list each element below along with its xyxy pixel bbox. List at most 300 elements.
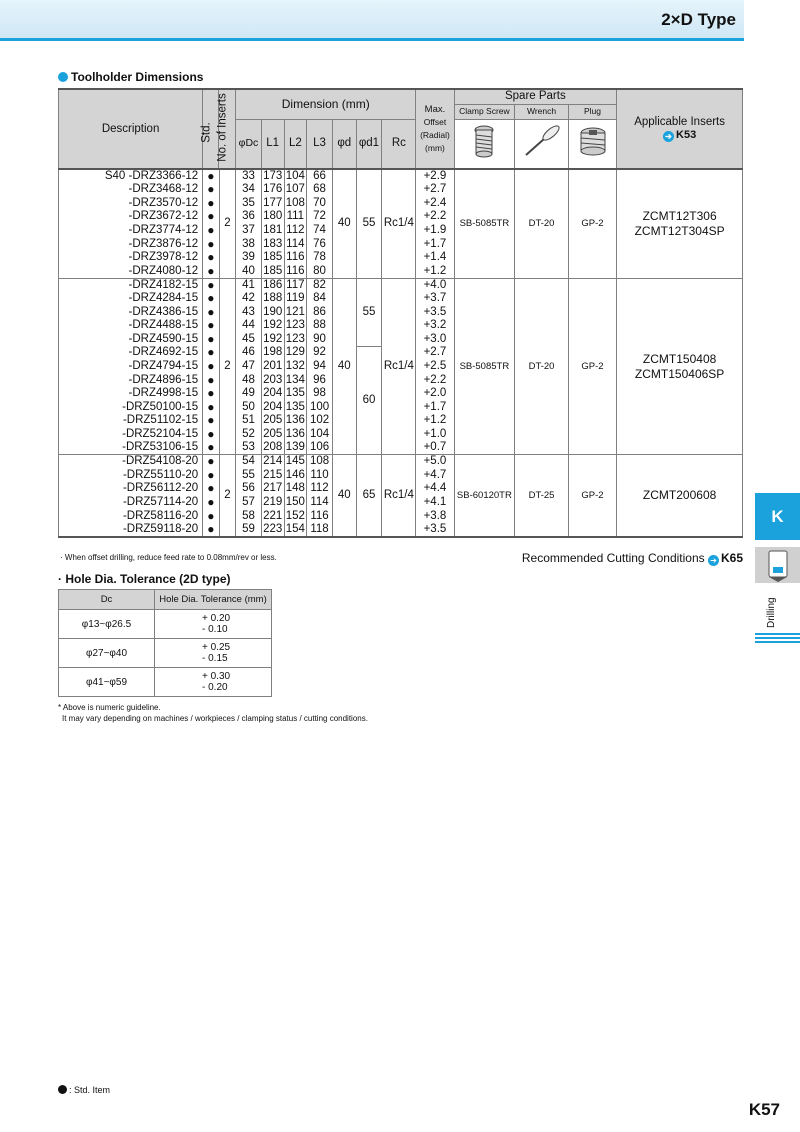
cell-dc: 53: [236, 441, 262, 455]
tolerance-note-2: It may vary depending on machines / workpieces / clamping status / cutting conditions.: [62, 714, 368, 723]
max-offset-line2: Offset: [423, 117, 447, 127]
tol-header-tolerance: Hole Dia. Tolerance (mm): [155, 590, 272, 610]
header-std-inserts: [200, 89, 236, 169]
tol-range: φ13~φ26.5: [59, 610, 155, 639]
cell-description: -DRZ3876-12: [59, 237, 203, 251]
clamp-screw-image: [454, 119, 515, 169]
cell-rc: Rc1/4: [382, 278, 416, 455]
tol-plus: + 0.30: [202, 671, 231, 682]
legend-text: : Std. Item: [69, 1085, 111, 1095]
cell-description: -DRZ3468-12: [59, 183, 203, 197]
cell-l2: 116: [284, 265, 307, 279]
cell-dc: 55: [236, 468, 262, 482]
cell-offset: +3.8: [416, 509, 454, 523]
header-d: φd: [332, 119, 356, 169]
cell-dc: 47: [236, 360, 262, 374]
cell-dc: 44: [236, 319, 262, 333]
cell-l3: 66: [307, 169, 333, 183]
cell-l3: 68: [307, 183, 333, 197]
header-plug: Plug: [568, 104, 616, 119]
cell-l1: 204: [263, 387, 283, 400]
cell-applicable-inserts: [617, 278, 743, 455]
arrow-right-icon: ➔: [663, 131, 674, 142]
cell-offset: +1.0: [416, 428, 454, 442]
cell-l1: 215: [263, 468, 283, 481]
legend: [58, 1085, 110, 1095]
tolerance-note: * Above is numeric guideline.: [58, 703, 161, 712]
cell-l1: 205: [263, 414, 283, 427]
cell-std: ●: [203, 319, 219, 333]
cell-dc: 33: [236, 169, 262, 183]
cell-dc: 36: [236, 210, 262, 224]
cell-description: -DRZ56112-20: [59, 482, 203, 496]
header-l1: L1: [261, 119, 284, 169]
cell-offset: +1.2: [416, 414, 454, 428]
cell-description: -DRZ4896-15: [59, 373, 203, 387]
cell-l2: 116: [284, 251, 307, 265]
cell-description: -DRZ4590-15: [59, 333, 203, 347]
cell-std: ●: [203, 387, 219, 401]
cell-wrench: DT-20: [515, 169, 569, 278]
cell-inserts: 2: [219, 278, 235, 455]
table-row: [59, 455, 743, 469]
tol-minus: - 0.20: [202, 682, 228, 693]
applicable-inserts-label: Applicable Inserts: [634, 116, 725, 128]
header-rc: Rc: [382, 119, 416, 169]
cell-description: -DRZ3672-12: [59, 210, 203, 224]
cell-l1: 173: [263, 170, 283, 182]
cell-l1: 223: [263, 522, 283, 535]
cell-l3: 78: [307, 251, 333, 265]
cell-description: -DRZ3774-12: [59, 224, 203, 238]
cell-description: -DRZ4488-15: [59, 319, 203, 333]
cell-dc: 48: [236, 373, 262, 387]
table-row: [59, 278, 743, 292]
cell-description: -DRZ50100-15: [59, 401, 203, 415]
cell-description: -DRZ3978-12: [59, 251, 203, 265]
cell-l2: 132: [285, 360, 305, 373]
cell-l2: 152: [285, 509, 305, 522]
cell-l3: 114: [307, 496, 333, 510]
cell-offset: +5.0: [416, 455, 454, 469]
cell-description: -DRZ58116-20: [59, 509, 203, 523]
cell-l3: 72: [307, 210, 333, 224]
tolerance-row: [59, 639, 272, 668]
cell-l1: 190: [263, 305, 283, 318]
header-bar: [0, 0, 744, 38]
cell-description: -DRZ53106-15: [59, 441, 203, 455]
cell-dc: 35: [236, 197, 262, 211]
cell-std: ●: [203, 265, 219, 279]
cell-std: ●: [203, 414, 219, 428]
tol-range: φ41~φ59: [59, 668, 155, 697]
tolerance-row: [59, 668, 272, 697]
cell-description: -DRZ4386-15: [59, 305, 203, 319]
cell-l2: 136: [285, 427, 305, 440]
tol-minus: - 0.10: [202, 624, 228, 635]
cell-l1: 192: [263, 319, 283, 332]
cell-dc: 39: [236, 251, 262, 265]
recommended-label: Recommended Cutting Conditions: [521, 551, 705, 565]
cell-std: ●: [203, 509, 219, 523]
applicable-insert: ZCMT200608: [642, 488, 717, 503]
cell-dc: 56: [236, 482, 262, 496]
cell-std: ●: [203, 237, 219, 251]
cell-l2: 111: [284, 210, 307, 224]
cell-dc: 57: [236, 496, 262, 510]
cell-std: ●: [203, 251, 219, 265]
header-stripe: [0, 38, 744, 41]
cell-l2: 136: [285, 414, 305, 427]
table-body: [59, 169, 743, 537]
max-offset-line1: Max.: [424, 104, 446, 115]
cell-std: ●: [203, 169, 219, 183]
cell-std: ●: [203, 197, 219, 211]
side-line: [755, 641, 800, 643]
cell-l1: 183: [263, 237, 283, 250]
cell-offset: +1.7: [416, 237, 454, 251]
header-l3: L3: [307, 119, 333, 169]
cell-offset: +1.4: [416, 251, 454, 265]
max-offset-line4: (mm): [425, 143, 445, 153]
cell-l3: 112: [307, 482, 333, 496]
header-no-inserts: No. of Inserts: [216, 93, 229, 162]
header-wrench: Wrench: [515, 104, 569, 119]
tol-plus: + 0.20: [202, 613, 231, 624]
tol-minus: - 0.15: [202, 653, 228, 664]
cell-std: ●: [203, 373, 219, 387]
cell-offset: +1.2: [416, 265, 454, 279]
drill-icon: [755, 547, 800, 583]
cell-applicable-inserts: [617, 169, 743, 278]
cell-offset: +2.9: [416, 169, 454, 183]
cell-std: ●: [203, 333, 219, 347]
section-title-text: Toolholder Dimensions: [71, 70, 204, 84]
cell-offset: +2.5: [416, 360, 454, 374]
cell-description: -DRZ57114-20: [59, 496, 203, 510]
header-clamp-screw: Clamp Screw: [454, 104, 515, 119]
cell-std: ●: [203, 482, 219, 496]
cell-inserts: 2: [219, 169, 235, 278]
cell-l3: 118: [307, 523, 333, 537]
cell-std: ●: [203, 523, 219, 537]
applicable-insert: ZCMT12T304SP: [634, 223, 725, 238]
cell-l1: 201: [263, 360, 283, 373]
cell-offset: +2.0: [416, 387, 454, 401]
tol-plus: + 0.25: [202, 642, 231, 653]
cell-l1: 180: [263, 210, 283, 223]
cell-applicable-inserts: [617, 455, 743, 537]
side-line: [755, 633, 800, 635]
cell-l3: 88: [307, 319, 333, 333]
section-title-tolerance: · Hole Dia. Tolerance (2D type): [58, 572, 231, 586]
cell-rc: Rc1/4: [382, 455, 416, 537]
cell-l3: 102: [307, 414, 333, 428]
cell-l2: 117: [284, 278, 307, 292]
cell-dc: 52: [236, 428, 262, 442]
cell-l1: 177: [263, 196, 283, 209]
cell-l2: 129: [285, 346, 305, 359]
cell-l2: 154: [285, 522, 305, 535]
cell-std: ●: [203, 428, 219, 442]
cell-l1: 176: [263, 183, 283, 196]
toolholder-dimensions-table: [58, 88, 743, 538]
cell-std: ●: [203, 305, 219, 319]
header-dc: φDc: [236, 119, 262, 169]
cell-std: ●: [203, 441, 219, 455]
cell-l1: 185: [263, 264, 283, 277]
cell-l2: 135: [285, 387, 305, 400]
cell-l3: 74: [307, 224, 333, 238]
arrow-right-icon: ➔: [708, 555, 719, 566]
cell-l3: 98: [307, 387, 333, 401]
header-std: Std.: [200, 122, 213, 143]
cell-dc: 41: [236, 278, 262, 292]
cell-l3: 106: [307, 441, 333, 455]
cell-offset: +0.7: [416, 441, 454, 455]
wrench-image: [515, 119, 569, 169]
cell-dc: 50: [236, 401, 262, 415]
tol-value: [155, 639, 272, 668]
cell-offset: +2.7: [416, 346, 454, 360]
cell-l1: 185: [263, 251, 283, 264]
cell-std: ●: [203, 496, 219, 510]
cell-offset: +3.5: [416, 523, 454, 537]
cell-std: ●: [203, 360, 219, 374]
tolerance-row: [59, 610, 272, 639]
cell-l3: 92: [307, 346, 333, 360]
cell-l1: 219: [263, 495, 283, 508]
section-title-toolholder: [58, 70, 203, 84]
side-tab-k[interactable]: K: [755, 493, 800, 540]
cell-l2: 119: [284, 292, 307, 306]
cell-d: 40: [332, 169, 356, 278]
tol-header-dc: Dc: [59, 590, 155, 610]
page-number: K57: [748, 1100, 780, 1119]
cell-l1: 221: [263, 509, 283, 522]
header-max-offset: [416, 89, 454, 169]
cell-l2: 135: [285, 400, 305, 413]
tol-value: [155, 610, 272, 639]
cell-dc: 46: [236, 346, 262, 360]
table-row: [59, 169, 743, 183]
cell-l2: 112: [284, 224, 307, 238]
header-dimension: Dimension (mm): [236, 89, 416, 119]
cell-plug: GP-2: [568, 455, 616, 537]
cell-d1: 55: [356, 278, 382, 346]
cell-dc: 37: [236, 224, 262, 238]
cell-offset: +4.4: [416, 482, 454, 496]
cell-dc: 49: [236, 387, 262, 401]
cell-clamp-screw: SB-5085TR: [454, 169, 515, 278]
cell-l3: 84: [307, 292, 333, 306]
cell-l2: 108: [285, 196, 305, 209]
cell-std: ●: [203, 224, 219, 238]
header-spare-parts: Spare Parts: [454, 89, 617, 104]
cell-offset: +3.5: [416, 305, 454, 319]
cell-l1: 204: [263, 400, 283, 413]
cell-l3: 96: [307, 373, 333, 387]
cell-l2: 145: [285, 455, 305, 468]
cell-l2: 114: [284, 237, 307, 251]
cell-dc: 59: [236, 523, 262, 537]
cell-l2: 123: [285, 332, 305, 345]
ref-k65: K65: [720, 551, 743, 565]
cell-description: -DRZ59118-20: [59, 523, 203, 537]
cell-description: -DRZ4998-15: [59, 387, 203, 401]
applicable-insert: ZCMT12T306: [642, 208, 717, 223]
cell-std: ●: [203, 210, 219, 224]
cell-d: 40: [332, 278, 356, 455]
side-line: [755, 637, 800, 639]
cell-dc: 45: [236, 333, 262, 347]
cell-offset: +1.7: [416, 401, 454, 415]
wrench-icon: [522, 125, 562, 159]
cell-l3: 82: [307, 278, 333, 292]
tol-range: φ27~φ40: [59, 639, 155, 668]
cell-d1: 65: [356, 455, 382, 537]
tolerance-body: [59, 610, 272, 697]
cell-offset: +4.0: [416, 278, 454, 292]
cell-l1: 208: [263, 441, 283, 454]
plug-image: [568, 119, 616, 169]
cell-description: -DRZ4794-15: [59, 360, 203, 374]
cell-description: -DRZ54108-20: [59, 455, 203, 469]
applicable-insert: ZCMT150406SP: [634, 366, 725, 381]
cell-l2: 123: [285, 319, 305, 332]
cell-offset: +4.1: [416, 496, 454, 510]
cell-l2: 148: [285, 482, 305, 495]
cell-l1: 217: [263, 482, 283, 495]
std-dot-icon: [58, 1085, 67, 1094]
cell-offset: +3.0: [416, 333, 454, 347]
cell-description: -DRZ4080-12: [59, 265, 203, 279]
cell-std: ●: [203, 183, 219, 197]
header-description: Description: [59, 89, 203, 169]
cell-offset: +2.2: [416, 210, 454, 224]
cell-l2: 139: [285, 441, 305, 454]
max-offset-line3: (Radial): [420, 130, 450, 140]
tol-value: [155, 668, 272, 697]
cell-dc: 40: [236, 265, 262, 279]
cell-plug: GP-2: [568, 169, 616, 278]
cell-offset: +2.2: [416, 373, 454, 387]
cell-offset: +4.7: [416, 468, 454, 482]
plug-icon: [578, 125, 608, 159]
cell-offset: +2.4: [416, 197, 454, 211]
cell-l1: 203: [263, 373, 283, 386]
cell-offset: +1.9: [416, 224, 454, 238]
cell-std: ●: [203, 292, 219, 306]
cell-description: -DRZ4182-15: [59, 278, 203, 292]
recommended-conditions-link[interactable]: [522, 551, 743, 566]
cell-l1: 192: [263, 332, 283, 345]
cell-dc: 51: [236, 414, 262, 428]
page-title: 2×D Type: [661, 10, 736, 29]
cell-description: -DRZ4284-15: [59, 292, 203, 306]
cell-dc: 34: [236, 183, 262, 197]
side-label: [760, 590, 784, 630]
header-l2: L2: [284, 119, 307, 169]
cell-l1: 214: [263, 455, 283, 468]
screw-icon: [472, 125, 496, 159]
cell-l3: 94: [307, 360, 333, 374]
cell-std: ●: [203, 455, 219, 469]
cell-l3: 70: [307, 197, 333, 211]
cell-description: S40 -DRZ3366-12: [59, 169, 203, 183]
offset-note: · When offset drilling, reduce feed rate to 0.08mm/rev or less.: [60, 553, 277, 562]
cell-dc: 38: [236, 237, 262, 251]
cell-l3: 90: [307, 333, 333, 347]
cell-offset: +2.7: [416, 183, 454, 197]
cell-description: -DRZ4692-15: [59, 346, 203, 360]
ref-k53: K53: [676, 129, 697, 141]
cell-description: -DRZ3570-12: [59, 197, 203, 211]
tolerance-table: [58, 589, 272, 697]
cell-l2: 150: [285, 495, 305, 508]
applicable-insert: ZCMT150408: [642, 351, 717, 366]
cell-offset: +3.2: [416, 319, 454, 333]
cell-wrench: DT-20: [515, 278, 569, 455]
cell-l1: 198: [263, 346, 283, 359]
cell-l3: 116: [307, 509, 333, 523]
cell-l1: 188: [263, 292, 283, 305]
cell-dc: 43: [236, 305, 262, 319]
cell-inserts: 2: [219, 455, 235, 537]
cell-dc: 58: [236, 509, 262, 523]
cell-l2: 121: [285, 305, 305, 318]
header-applicable-inserts: [617, 89, 743, 169]
cell-dc: 42: [236, 292, 262, 306]
cell-l2: 107: [285, 183, 305, 196]
cell-wrench: DT-25: [515, 455, 569, 537]
cell-description: -DRZ51102-15: [59, 414, 203, 428]
cell-l3: 104: [307, 428, 333, 442]
cell-clamp-screw: SB-60120TR: [454, 455, 515, 537]
cell-l3: 110: [307, 468, 333, 482]
cell-l3: 76: [307, 237, 333, 251]
cell-description: -DRZ52104-15: [59, 428, 203, 442]
cell-d1: 60: [356, 346, 382, 455]
cell-l2: 134: [285, 373, 305, 386]
cell-l1: 181: [263, 224, 283, 237]
cell-l2: 146: [285, 468, 305, 481]
cell-l1: 186: [263, 278, 283, 291]
cell-std: ●: [203, 401, 219, 415]
cell-l3: 100: [307, 401, 333, 415]
cell-d1: 55: [356, 169, 382, 278]
cell-plug: GP-2: [568, 278, 616, 455]
cell-rc: Rc1/4: [382, 169, 416, 278]
bullet-icon: [58, 72, 68, 82]
cell-clamp-screw: SB-5085TR: [454, 278, 515, 455]
applicable-inserts-ref[interactable]: [617, 129, 742, 142]
cell-l3: 108: [307, 455, 333, 469]
side-label-text: Drilling: [766, 597, 777, 628]
header-d1: φd1: [356, 119, 382, 169]
cell-l3: 86: [307, 305, 333, 319]
cell-std: ●: [203, 346, 219, 360]
cell-dc: 54: [236, 455, 262, 469]
cell-d: 40: [332, 455, 356, 537]
cell-l2: 104: [285, 170, 305, 182]
cell-std: ●: [203, 278, 219, 292]
cell-l1: 205: [263, 427, 283, 440]
cell-offset: +3.7: [416, 292, 454, 306]
cell-description: -DRZ55110-20: [59, 468, 203, 482]
cell-l3: 80: [307, 265, 333, 279]
cell-std: ●: [203, 468, 219, 482]
